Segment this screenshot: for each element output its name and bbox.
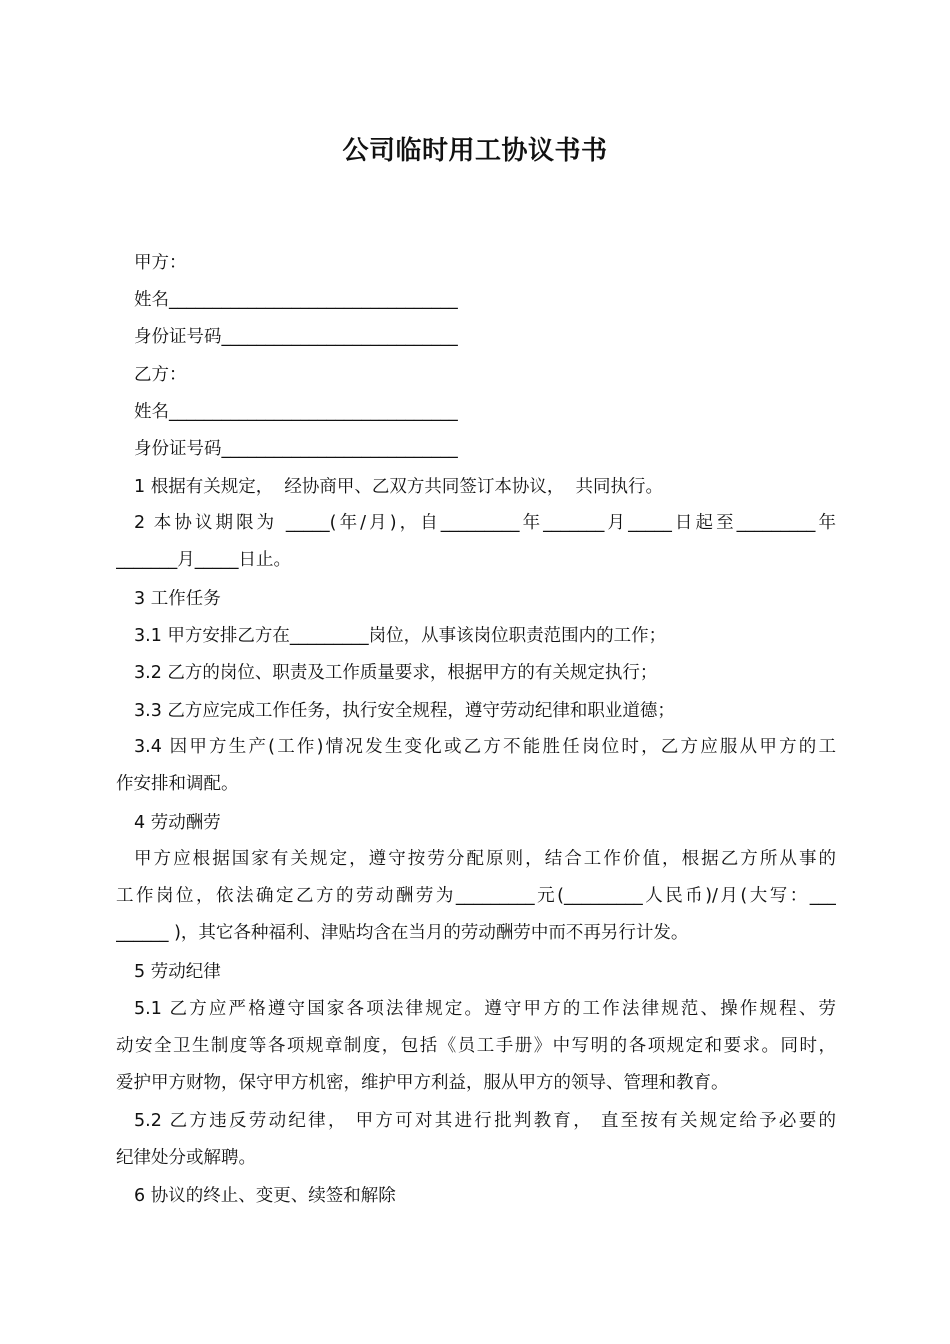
clause-4-line-3: ______ )，其它各种福利、津贴均含在当月的劳动酬劳中而不再另行计发。 <box>116 923 689 943</box>
clause-6-title: 6 协议的终止、变更、续签和解除 <box>134 1186 396 1206</box>
clause-5-1-line-2: 动安全卫生制度等各项规章制度，包括《员工手册》中写明的各项规定和要求。同时， <box>116 1036 836 1056</box>
party-a-name-field: 姓名_________________________________ <box>134 290 458 310</box>
clause-1: 1 根据有关规定， 经协商甲、乙双方共同签订本协议， 共同执行。 <box>134 477 663 497</box>
clause-3-title: 3 工作任务 <box>134 589 221 609</box>
party-b-label: 乙方： <box>134 365 187 385</box>
clause-3-3: 3.3 乙方应完成工作任务，执行安全规程，遵守劳动纪律和职业道德； <box>134 701 675 721</box>
party-b-id-field: 身份证号码___________________________ <box>134 439 458 459</box>
clause-3-4-line-1: 3.4 因甲方生产(工作)情况发生变化或乙方不能胜任岗位时，乙方应服从甲方的工 <box>134 737 836 757</box>
clause-2-line-1: 2 本协议期限为 _____(年/月)，自_________年_______月_____日起至_________年 <box>134 513 836 533</box>
clause-3-1: 3.1 甲方安排乙方在_________岗位，从事该岗位职责范围内的工作； <box>134 626 667 646</box>
clause-3-4-line-2: 作安排和调配。 <box>116 774 239 794</box>
clause-4-line-1: 甲方应根据国家有关规定，遵守按劳分配原则，结合工作价值，根据乙方所从事的 <box>134 849 836 869</box>
clause-5-1 <box>116 991 836 1102</box>
clause-5-1-line-3: 爱护甲方财物，保守甲方机密，维护甲方利益，服从甲方的领导、管理和教育。 <box>116 1073 729 1093</box>
clause-3-2: 3.2 乙方的岗位、职责及工作质量要求，根据甲方的有关规定执行； <box>134 663 658 683</box>
clause-4-title: 4 劳动酬劳 <box>134 813 221 833</box>
party-b-name-field: 姓名_________________________________ <box>134 402 458 422</box>
clause-5-2-line-1: 5.2 乙方违反劳动纪律， 甲方可对其进行批判教育， 直至按有关规定给予必要的 <box>134 1111 836 1131</box>
clause-5-2-line-2: 纪律处分或解聘。 <box>116 1148 256 1168</box>
document-title: 公司临时用工协议书书 <box>342 136 608 166</box>
party-a-label: 甲方： <box>134 253 187 273</box>
clause-5-title: 5 劳动纪律 <box>134 962 221 982</box>
clause-2-line-2: _______月_____日止。 <box>116 550 291 570</box>
clause-5-2 <box>116 1103 836 1177</box>
party-a-id-field: 身份证号码___________________________ <box>134 327 458 347</box>
clause-4-line-2: 工作岗位，依法确定乙方的劳动酬劳为_________元(_________人民币)/月(大写：___ <box>116 886 836 906</box>
clause-2 <box>116 505 836 579</box>
clause-5-1-line-1: 5.1 乙方应严格遵守国家各项法律规定。遵守甲方的工作法律规范、操作规程、劳 <box>134 999 836 1019</box>
clause-4 <box>116 841 836 952</box>
clause-3-4 <box>116 729 836 803</box>
